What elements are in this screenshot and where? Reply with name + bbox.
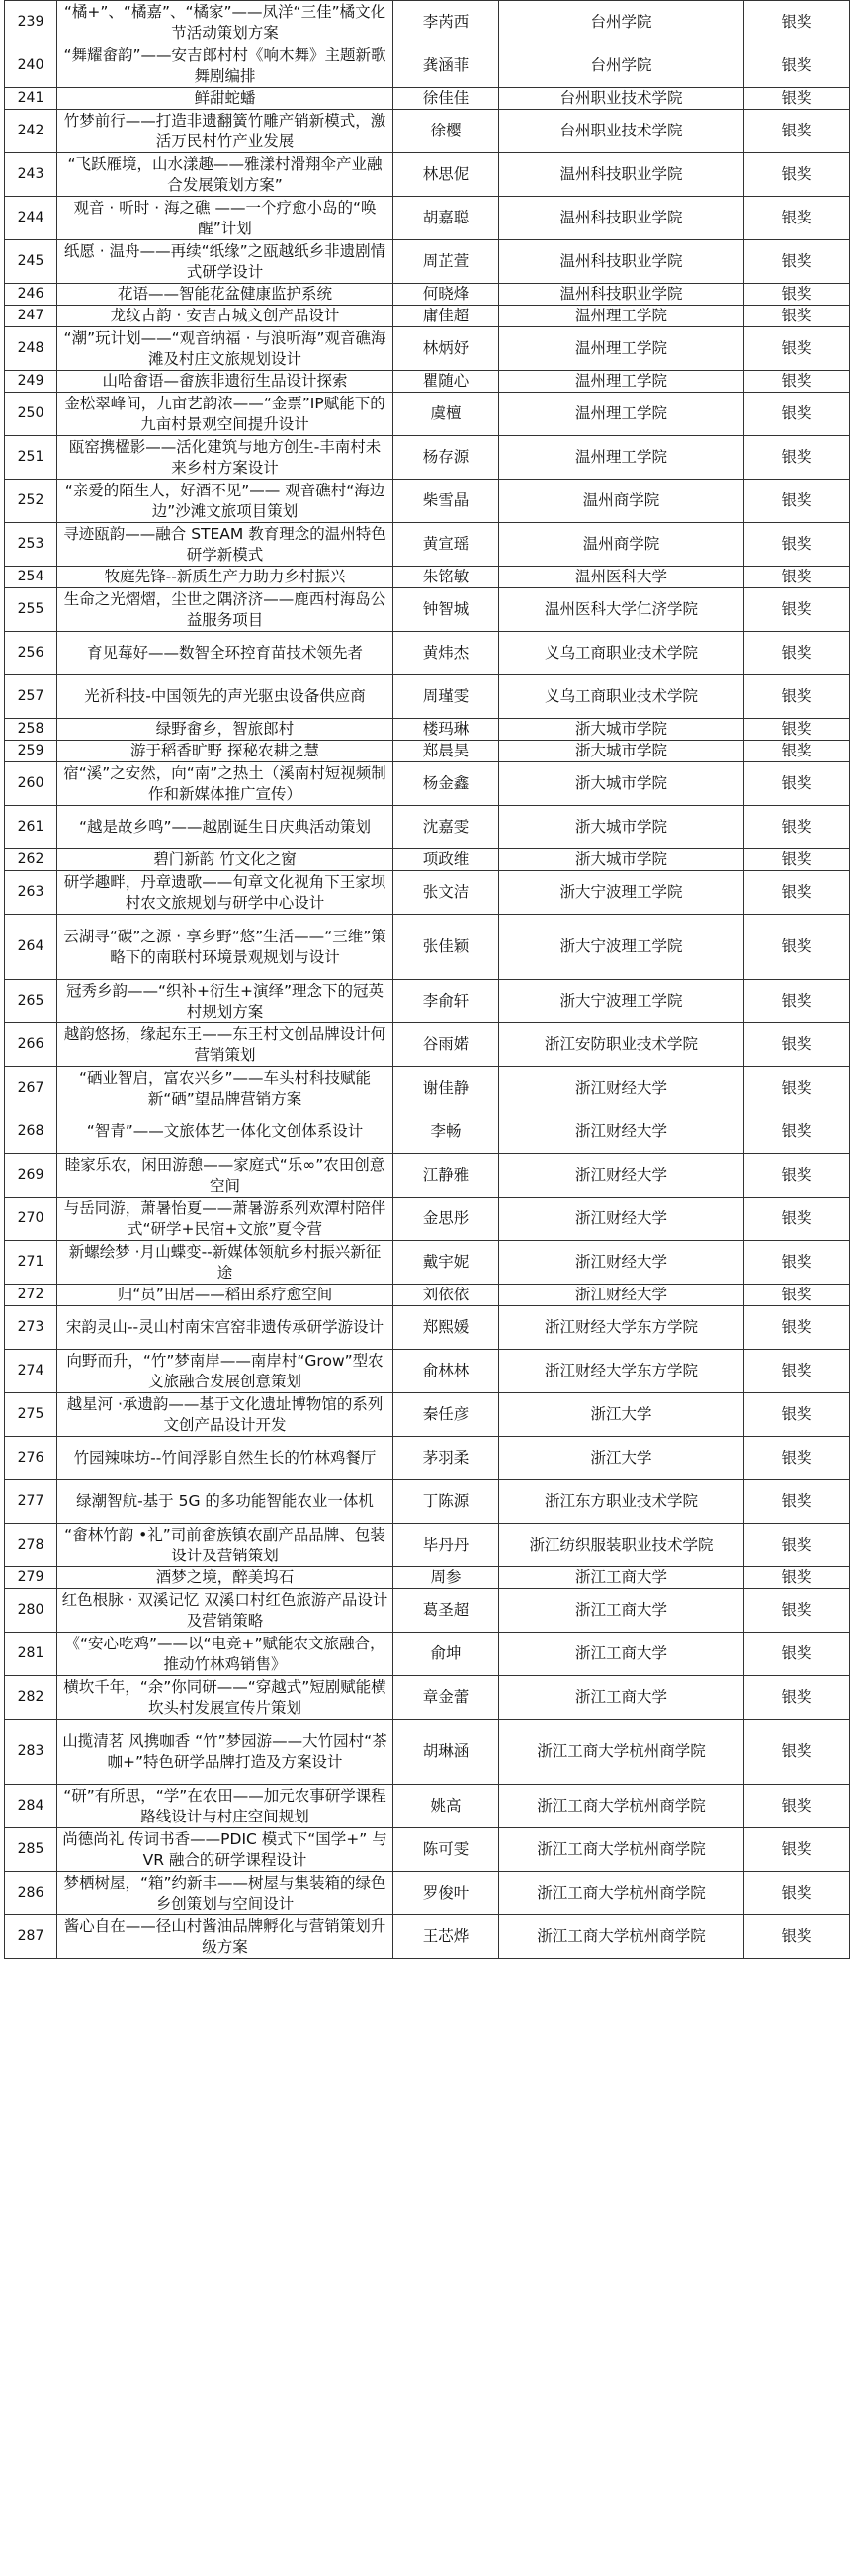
- table-row: [5, 44, 850, 88]
- cell-project-title: 竹园辣味坊--竹间浮影自然生长的竹林鸡餐厅: [57, 1437, 393, 1480]
- cell-person-name: 周芷萱: [393, 240, 499, 284]
- cell-award: 银奖: [744, 197, 850, 240]
- cell-project-title: “橘+”、“橘嘉”、“橘家”——凤洋“三佳”橘文化节活动策划方案: [57, 1, 393, 44]
- cell-school: 温州理工学院: [499, 306, 744, 327]
- cell-award: 银奖: [744, 1915, 850, 1959]
- cell-number: 248: [5, 327, 57, 371]
- cell-number: 258: [5, 719, 57, 741]
- cell-award: 银奖: [744, 480, 850, 523]
- table-row: [5, 1241, 850, 1285]
- cell-number: 261: [5, 806, 57, 849]
- cell-award: 银奖: [744, 393, 850, 436]
- cell-school: 温州科技职业学院: [499, 197, 744, 240]
- table-row: [5, 1480, 850, 1524]
- cell-project-title: 与岳同游，萧暑怡夏——萧暑游系列欢潭村陪伴式“研学+民宿+文旅”夏令营: [57, 1198, 393, 1241]
- cell-school: 温州理工学院: [499, 371, 744, 393]
- table-row: [5, 632, 850, 675]
- cell-award: 银奖: [744, 1589, 850, 1633]
- cell-project-title: 新螺绘梦 ·月山蝶变--新媒体领航乡村振兴新征途: [57, 1241, 393, 1285]
- cell-award: 银奖: [744, 849, 850, 871]
- cell-person-name: 李芮西: [393, 1, 499, 44]
- cell-number: 246: [5, 284, 57, 306]
- cell-project-title: 金松翠峰间，九亩艺韵浓——“金票”IP赋能下的九亩村景观空间提升设计: [57, 393, 393, 436]
- table-row: [5, 741, 850, 762]
- cell-project-title: 梦栖树屋，“箱”约新丰——树屋与集装箱的绿色乡创策划与空间设计: [57, 1872, 393, 1915]
- cell-school: 浙江工商大学杭州商学院: [499, 1785, 744, 1828]
- table-row: [5, 327, 850, 371]
- cell-project-title: 光祈科技-中国领先的声光驱虫设备供应商: [57, 675, 393, 719]
- cell-person-name: 楼玛琳: [393, 719, 499, 741]
- cell-award: 银奖: [744, 1350, 850, 1393]
- cell-person-name: 李畅: [393, 1110, 499, 1154]
- cell-school: 浙江工商大学: [499, 1567, 744, 1589]
- cell-person-name: 秦任彦: [393, 1393, 499, 1437]
- cell-person-name: 罗俊叶: [393, 1872, 499, 1915]
- cell-school: 浙江工商大学: [499, 1633, 744, 1676]
- cell-person-name: 项政维: [393, 849, 499, 871]
- cell-project-title: 绿野畲乡，智旅郎村: [57, 719, 393, 741]
- cell-school: 浙江纺织服装职业技术学院: [499, 1524, 744, 1567]
- cell-person-name: 朱铭敏: [393, 567, 499, 588]
- cell-school: 浙江工商大学杭州商学院: [499, 1720, 744, 1785]
- cell-number: 285: [5, 1828, 57, 1872]
- cell-number: 262: [5, 849, 57, 871]
- cell-project-title: 冠秀乡韵——“织补+衍生+演绎”理念下的冠英村规划方案: [57, 980, 393, 1023]
- cell-school: 温州理工学院: [499, 436, 744, 480]
- cell-person-name: 毕丹丹: [393, 1524, 499, 1567]
- cell-school: 温州商学院: [499, 523, 744, 567]
- cell-award: 银奖: [744, 1720, 850, 1785]
- cell-number: 277: [5, 1480, 57, 1524]
- cell-project-title: 碧门新韵 竹文化之窗: [57, 849, 393, 871]
- cell-number: 273: [5, 1306, 57, 1350]
- cell-number: 257: [5, 675, 57, 719]
- cell-award: 银奖: [744, 153, 850, 197]
- table-row: [5, 371, 850, 393]
- cell-number: 278: [5, 1524, 57, 1567]
- table-row: [5, 1785, 850, 1828]
- cell-person-name: 姚高: [393, 1785, 499, 1828]
- cell-school: 浙江大学: [499, 1393, 744, 1437]
- cell-number: 252: [5, 480, 57, 523]
- table-row: [5, 1915, 850, 1959]
- table-row: [5, 1437, 850, 1480]
- cell-person-name: 谷雨婼: [393, 1023, 499, 1067]
- table-row: [5, 1154, 850, 1198]
- cell-project-title: 绿潮智航-基于 5G 的多功能智能农业一体机: [57, 1480, 393, 1524]
- table-row: [5, 871, 850, 915]
- cell-person-name: 杨存源: [393, 436, 499, 480]
- cell-person-name: 张文洁: [393, 871, 499, 915]
- cell-award: 银奖: [744, 1067, 850, 1110]
- table-row: [5, 719, 850, 741]
- cell-school: 浙大城市学院: [499, 806, 744, 849]
- cell-project-title: 山哈畲语—畲族非遗衍生品设计探索: [57, 371, 393, 393]
- cell-project-title: 《“安心吃鸡”——以“电竞+”赋能农文旅融合，推动竹林鸡销售》: [57, 1633, 393, 1676]
- cell-project-title: “智青”——文旅体艺一体化文创体系设计: [57, 1110, 393, 1154]
- cell-person-name: 谢佳静: [393, 1067, 499, 1110]
- cell-project-title: 观音 · 听时 · 海之礁 ——一个疗愈小岛的“唤醒”计划: [57, 197, 393, 240]
- cell-project-title: “潮”玩计划——“观音纳福 · 与浪听海”观音礁海滩及村庄文旅规划设计: [57, 327, 393, 371]
- cell-project-title: 酱心自在——径山村酱油品牌孵化与营销策划升级方案: [57, 1915, 393, 1959]
- cell-project-title: 生命之光熠熠，尘世之隅济济——鹿西村海岛公益服务项目: [57, 588, 393, 632]
- cell-award: 银奖: [744, 762, 850, 806]
- cell-school: 温州理工学院: [499, 327, 744, 371]
- table-row: [5, 110, 850, 153]
- cell-person-name: 瞿随心: [393, 371, 499, 393]
- cell-number: 265: [5, 980, 57, 1023]
- cell-number: 275: [5, 1393, 57, 1437]
- cell-project-title: “硒业智启，富农兴乡”——车头村科技赋能新“硒”望品牌营销方案: [57, 1067, 393, 1110]
- table-row: [5, 88, 850, 110]
- cell-number: 279: [5, 1567, 57, 1589]
- table-row: [5, 1872, 850, 1915]
- cell-award: 银奖: [744, 980, 850, 1023]
- cell-person-name: 胡琳涵: [393, 1720, 499, 1785]
- cell-award: 银奖: [744, 1633, 850, 1676]
- cell-person-name: 金思彤: [393, 1198, 499, 1241]
- cell-school: 台州学院: [499, 44, 744, 88]
- cell-person-name: 江静雅: [393, 1154, 499, 1198]
- cell-project-title: “研”有所思，“学”在农田——加元农事研学课程路线设计与村庄空间规划: [57, 1785, 393, 1828]
- table-row: [5, 1567, 850, 1589]
- cell-project-title: 越韵悠扬，缘起东王——东王村文创品牌设计何营销策划: [57, 1023, 393, 1067]
- table-row: [5, 197, 850, 240]
- cell-award: 银奖: [744, 1437, 850, 1480]
- cell-award: 银奖: [744, 1393, 850, 1437]
- cell-project-title: 宿“溪”之安然，向“南”之热土（溪南村短视频制作和新媒体推广宣传）: [57, 762, 393, 806]
- cell-project-title: 睦家乐农，闲田游憩——家庭式“乐∞”农田创意空间: [57, 1154, 393, 1198]
- cell-award: 银奖: [744, 44, 850, 88]
- cell-project-title: 游于稻香旷野 探秘农耕之慧: [57, 741, 393, 762]
- cell-school: 浙大宁波理工学院: [499, 871, 744, 915]
- cell-person-name: 周参: [393, 1567, 499, 1589]
- cell-project-title: 归“员”田居——稻田系疗愈空间: [57, 1285, 393, 1306]
- cell-school: 温州理工学院: [499, 393, 744, 436]
- cell-award: 银奖: [744, 1872, 850, 1915]
- cell-school: 浙江财经大学: [499, 1285, 744, 1306]
- cell-school: 浙大城市学院: [499, 762, 744, 806]
- cell-person-name: 郑晨昊: [393, 741, 499, 762]
- cell-award: 银奖: [744, 1676, 850, 1720]
- cell-award: 银奖: [744, 871, 850, 915]
- cell-school: 浙江财经大学东方学院: [499, 1306, 744, 1350]
- table-row: [5, 1676, 850, 1720]
- cell-school: 浙江安防职业技术学院: [499, 1023, 744, 1067]
- cell-school: 浙江财经大学东方学院: [499, 1350, 744, 1393]
- cell-person-name: 李俞轩: [393, 980, 499, 1023]
- cell-award: 银奖: [744, 327, 850, 371]
- cell-person-name: 钟智城: [393, 588, 499, 632]
- table-row: [5, 806, 850, 849]
- cell-project-title: “越是故乡鸣”——越剧诞生日庆典活动策划: [57, 806, 393, 849]
- cell-school: 浙大城市学院: [499, 719, 744, 741]
- cell-person-name: 陈可雯: [393, 1828, 499, 1872]
- cell-project-title: 向野而升，“竹”梦南岸——南岸村“Grow”型农文旅融合发展创意策划: [57, 1350, 393, 1393]
- cell-person-name: 王芯烨: [393, 1915, 499, 1959]
- table-row: [5, 1306, 850, 1350]
- cell-award: 银奖: [744, 240, 850, 284]
- cell-project-title: 龙纹古韵 · 安吉古城文创产品设计: [57, 306, 393, 327]
- cell-school: 台州学院: [499, 1, 744, 44]
- cell-person-name: 俞林林: [393, 1350, 499, 1393]
- cell-person-name: 徐佳佳: [393, 88, 499, 110]
- table-row: [5, 393, 850, 436]
- cell-award: 银奖: [744, 806, 850, 849]
- table-row: [5, 1828, 850, 1872]
- cell-number: 284: [5, 1785, 57, 1828]
- cell-person-name: 龚涵菲: [393, 44, 499, 88]
- cell-school: 义乌工商职业技术学院: [499, 632, 744, 675]
- cell-award: 银奖: [744, 1, 850, 44]
- cell-school: 温州科技职业学院: [499, 284, 744, 306]
- cell-school: 浙江工商大学: [499, 1589, 744, 1633]
- cell-person-name: 刘依依: [393, 1285, 499, 1306]
- cell-person-name: 郑熙媛: [393, 1306, 499, 1350]
- cell-number: 247: [5, 306, 57, 327]
- table-row: [5, 1350, 850, 1393]
- cell-project-title: “畲林竹韵 •礼”司前畲族镇农副产品品牌、包装设计及营销策划: [57, 1524, 393, 1567]
- cell-number: 241: [5, 88, 57, 110]
- cell-number: 244: [5, 197, 57, 240]
- cell-number: 269: [5, 1154, 57, 1198]
- cell-number: 270: [5, 1198, 57, 1241]
- table-row: [5, 153, 850, 197]
- cell-number: 280: [5, 1589, 57, 1633]
- cell-school: 浙江大学: [499, 1437, 744, 1480]
- cell-person-name: 张佳颖: [393, 915, 499, 980]
- cell-person-name: 茅羽柔: [393, 1437, 499, 1480]
- cell-school: 浙江财经大学: [499, 1154, 744, 1198]
- table-row: [5, 1393, 850, 1437]
- cell-number: 254: [5, 567, 57, 588]
- cell-project-title: 寻迹瓯韵——融合 STEAM 教育理念的温州特色研学新模式: [57, 523, 393, 567]
- table-row: [5, 436, 850, 480]
- cell-award: 银奖: [744, 588, 850, 632]
- cell-person-name: 何晓烽: [393, 284, 499, 306]
- cell-person-name: 林思伲: [393, 153, 499, 197]
- cell-project-title: 育见莓好——数智全环控育苗技术领先者: [57, 632, 393, 675]
- cell-number: 250: [5, 393, 57, 436]
- cell-award: 银奖: [744, 1285, 850, 1306]
- cell-award: 银奖: [744, 110, 850, 153]
- cell-number: 274: [5, 1350, 57, 1393]
- cell-number: 243: [5, 153, 57, 197]
- cell-project-title: 横坎千年，“余”你同研——“穿越式”短剧赋能横坎头村发展宣传片策划: [57, 1676, 393, 1720]
- cell-award: 银奖: [744, 915, 850, 980]
- table-row: [5, 480, 850, 523]
- cell-number: 271: [5, 1241, 57, 1285]
- cell-project-title: 研学趣畔，丹章遗歌——旬章文化视角下王家坝村农文旅规划与研学中心设计: [57, 871, 393, 915]
- cell-award: 银奖: [744, 1480, 850, 1524]
- table-row: [5, 1633, 850, 1676]
- cell-award: 银奖: [744, 741, 850, 762]
- cell-person-name: 葛圣超: [393, 1589, 499, 1633]
- cell-number: 272: [5, 1285, 57, 1306]
- cell-person-name: 庸佳超: [393, 306, 499, 327]
- cell-person-name: 柴雪晶: [393, 480, 499, 523]
- cell-project-title: 牧庭先锋--新质生产力助力乡村振兴: [57, 567, 393, 588]
- cell-project-title: 山揽清茗 风携咖香 “竹”梦园游——大竹园村“茶咖+”特色研学品牌打造及方案设计: [57, 1720, 393, 1785]
- cell-award: 银奖: [744, 719, 850, 741]
- cell-school: 温州商学院: [499, 480, 744, 523]
- table-row: [5, 1198, 850, 1241]
- cell-number: 251: [5, 436, 57, 480]
- cell-school: 浙大城市学院: [499, 849, 744, 871]
- table-row: [5, 1110, 850, 1154]
- table-row: [5, 1067, 850, 1110]
- cell-number: 282: [5, 1676, 57, 1720]
- cell-number: 286: [5, 1872, 57, 1915]
- cell-school: 浙江工商大学: [499, 1676, 744, 1720]
- table-row: [5, 1720, 850, 1785]
- cell-school: 浙江工商大学杭州商学院: [499, 1915, 744, 1959]
- cell-number: 263: [5, 871, 57, 915]
- cell-project-title: 尚德尚礼 传词书香——PDIC 模式下“国学+” 与 VR 融合的研学课程设计: [57, 1828, 393, 1872]
- cell-number: 283: [5, 1720, 57, 1785]
- cell-award: 银奖: [744, 523, 850, 567]
- cell-number: 267: [5, 1067, 57, 1110]
- cell-number: 281: [5, 1633, 57, 1676]
- table-row: [5, 915, 850, 980]
- cell-award: 银奖: [744, 1306, 850, 1350]
- cell-project-title: “飞跃雁境，山水漾趣——雅漾村滑翔伞产业融合发展策划方案”: [57, 153, 393, 197]
- cell-school: 浙江财经大学: [499, 1110, 744, 1154]
- table-row: [5, 1589, 850, 1633]
- cell-person-name: 戴宇妮: [393, 1241, 499, 1285]
- cell-project-title: 酒梦之境，醉美坞石: [57, 1567, 393, 1589]
- table-row: [5, 284, 850, 306]
- table-row: [5, 1285, 850, 1306]
- cell-person-name: 胡嘉聪: [393, 197, 499, 240]
- cell-award: 银奖: [744, 371, 850, 393]
- cell-school: 浙江财经大学: [499, 1198, 744, 1241]
- cell-school: 温州医科大学: [499, 567, 744, 588]
- cell-number: 255: [5, 588, 57, 632]
- cell-number: 259: [5, 741, 57, 762]
- cell-project-title: 宋韵灵山--灵山村南宋宫窑非遗传承研学游设计: [57, 1306, 393, 1350]
- cell-school: 浙江工商大学杭州商学院: [499, 1828, 744, 1872]
- table-row: [5, 1, 850, 44]
- cell-number: 264: [5, 915, 57, 980]
- cell-person-name: 沈嘉雯: [393, 806, 499, 849]
- table-row: [5, 567, 850, 588]
- cell-number: 266: [5, 1023, 57, 1067]
- cell-award: 银奖: [744, 88, 850, 110]
- cell-number: 245: [5, 240, 57, 284]
- cell-project-title: 云湖寻“碳”之源 · 享乡野“悠”生活——“三维”策略下的南联村环境景观规划与设计: [57, 915, 393, 980]
- cell-award: 银奖: [744, 675, 850, 719]
- table-row: [5, 762, 850, 806]
- cell-award: 银奖: [744, 632, 850, 675]
- cell-award: 银奖: [744, 567, 850, 588]
- cell-number: 256: [5, 632, 57, 675]
- table-row: [5, 588, 850, 632]
- cell-award: 银奖: [744, 1198, 850, 1241]
- table-row: [5, 1023, 850, 1067]
- cell-school: 温州科技职业学院: [499, 240, 744, 284]
- cell-project-title: 花语——智能花盆健康监护系统: [57, 284, 393, 306]
- cell-number: 287: [5, 1915, 57, 1959]
- awards-table: [4, 0, 850, 1959]
- table-row: [5, 523, 850, 567]
- cell-person-name: 黄宣瑶: [393, 523, 499, 567]
- cell-project-title: 瓯窑携楹影——活化建筑与地方创生-丰南村未来乡村方案设计: [57, 436, 393, 480]
- cell-award: 银奖: [744, 1828, 850, 1872]
- cell-person-name: 俞坤: [393, 1633, 499, 1676]
- table-row: [5, 306, 850, 327]
- cell-school: 台州职业技术学院: [499, 88, 744, 110]
- cell-award: 银奖: [744, 1524, 850, 1567]
- cell-person-name: 虞檀: [393, 393, 499, 436]
- cell-school: 台州职业技术学院: [499, 110, 744, 153]
- cell-school: 浙大宁波理工学院: [499, 915, 744, 980]
- cell-person-name: 丁陈源: [393, 1480, 499, 1524]
- cell-project-title: 鲜甜蛇蟠: [57, 88, 393, 110]
- cell-award: 银奖: [744, 1154, 850, 1198]
- cell-award: 银奖: [744, 436, 850, 480]
- cell-person-name: 杨金鑫: [393, 762, 499, 806]
- cell-school: 温州科技职业学院: [499, 153, 744, 197]
- table-row: [5, 1524, 850, 1567]
- cell-number: 242: [5, 110, 57, 153]
- cell-school: 浙江财经大学: [499, 1241, 744, 1285]
- cell-number: 239: [5, 1, 57, 44]
- cell-person-name: 周瑾雯: [393, 675, 499, 719]
- awards-table-sheet: [4, 0, 849, 1959]
- cell-award: 银奖: [744, 1785, 850, 1828]
- cell-award: 银奖: [744, 284, 850, 306]
- cell-award: 银奖: [744, 306, 850, 327]
- cell-school: 温州医科大学仁济学院: [499, 588, 744, 632]
- cell-award: 银奖: [744, 1241, 850, 1285]
- table-row: [5, 849, 850, 871]
- cell-award: 银奖: [744, 1110, 850, 1154]
- cell-number: 268: [5, 1110, 57, 1154]
- cell-school: 浙江财经大学: [499, 1067, 744, 1110]
- cell-school: 浙大城市学院: [499, 741, 744, 762]
- cell-award: 银奖: [744, 1023, 850, 1067]
- cell-project-title: 越星河 ·承遗韵——基于文化遗址博物馆的系列文创产品设计开发: [57, 1393, 393, 1437]
- cell-project-title: “亲爱的陌生人，好酒不见”—— 观音礁村“海边边”沙滩文旅项目策划: [57, 480, 393, 523]
- cell-project-title: “舞耀畲韵”——安吉郎村村《响木舞》主题新歌舞剧编排: [57, 44, 393, 88]
- cell-number: 240: [5, 44, 57, 88]
- cell-number: 276: [5, 1437, 57, 1480]
- cell-school: 浙大宁波理工学院: [499, 980, 744, 1023]
- cell-school: 义乌工商职业技术学院: [499, 675, 744, 719]
- cell-project-title: 红色根脉 · 双溪记忆 双溪口村红色旅游产品设计及营销策略: [57, 1589, 393, 1633]
- table-row: [5, 675, 850, 719]
- cell-project-title: 纸愿 · 温舟——再续“纸缘”之瓯越纸乡非遗剧情式研学设计: [57, 240, 393, 284]
- cell-person-name: 黄炜杰: [393, 632, 499, 675]
- cell-award: 银奖: [744, 1567, 850, 1589]
- awards-table-body: [5, 1, 850, 1959]
- cell-person-name: 林炳妤: [393, 327, 499, 371]
- cell-number: 260: [5, 762, 57, 806]
- cell-school: 浙江工商大学杭州商学院: [499, 1872, 744, 1915]
- cell-person-name: 章金蕾: [393, 1676, 499, 1720]
- cell-school: 浙江东方职业技术学院: [499, 1480, 744, 1524]
- cell-number: 253: [5, 523, 57, 567]
- cell-person-name: 徐樱: [393, 110, 499, 153]
- table-row: [5, 980, 850, 1023]
- cell-number: 249: [5, 371, 57, 393]
- table-row: [5, 240, 850, 284]
- cell-project-title: 竹梦前行——打造非遗翻簧竹雕产销新模式，激活万民村竹产业发展: [57, 110, 393, 153]
